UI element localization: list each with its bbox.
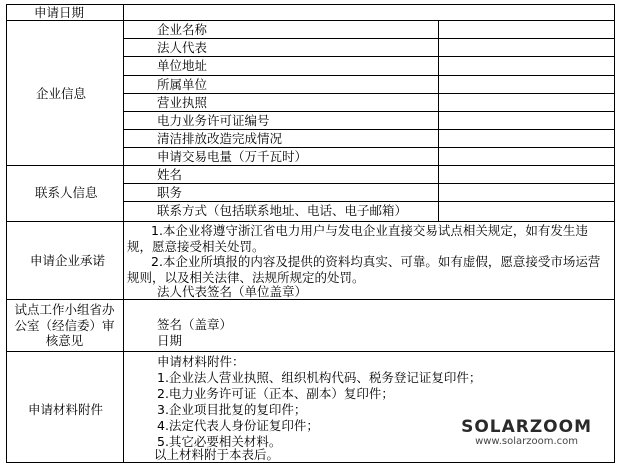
row-divider — [123, 75, 615, 76]
contact-field-title: 职务 — [157, 185, 183, 200]
commitment-section-label: 申请企业承诺 — [30, 253, 106, 268]
enterprise-field-trade-volume: 申请交易电量（万千瓦时） — [157, 149, 308, 164]
enterprise-field-legal-rep: 法人代表 — [157, 40, 208, 55]
attachment-item: 4.法定代表人身份证复印件； — [157, 418, 319, 433]
commitment-clause-2: 2.本企业所填报的内容及提供的资料均真实、可靠。如有虚假，愿意接受市场运营规则，以及相关法律、法规所规定的处罚。 — [127, 254, 601, 285]
review-sign: 签名（盖章） — [157, 317, 233, 332]
row-divider — [123, 201, 615, 202]
row-divider — [123, 38, 615, 39]
section-divider — [6, 299, 615, 300]
solarzoom-watermark — [461, 417, 592, 447]
contact-field-details: 联系方式（包括联系地址、电话、电子邮箱） — [157, 203, 408, 218]
enterprise-field-address: 单位地址 — [157, 58, 208, 73]
review-date: 日期 — [157, 333, 183, 348]
table-border-top — [6, 4, 615, 5]
enterprise-field-clean-emission: 清洁排放改造完成情况 — [157, 131, 283, 146]
contact-section-label: 联系人信息 — [35, 185, 98, 200]
row-divider — [123, 93, 615, 94]
contact-field-name: 姓名 — [157, 167, 183, 182]
commitment-clause-1: 1.本企业将遵守浙江省电力用户与发电企业直接交易试点相关规定，如有发生违规，愿意接受相关处罚。 — [127, 223, 588, 254]
table-border-bottom — [6, 462, 615, 463]
attachments-heading: 申请材料附件： — [157, 354, 245, 369]
enterprise-field-name: 企业名称 — [157, 22, 208, 37]
row-divider — [123, 56, 615, 57]
section-divider — [6, 351, 615, 352]
commitment-signature: 法人代表签名（单位盖章） — [157, 284, 308, 299]
section-divider — [6, 20, 615, 21]
enterprise-field-license: 营业执照 — [157, 95, 208, 110]
attachment-item: 2.电力业务许可证（正本、副本）复印件； — [157, 386, 394, 401]
column-divider-value — [438, 20, 439, 221]
row-divider — [123, 183, 615, 184]
application-form — [6, 4, 615, 463]
attachments-footer-note: 以上材料附于本表后。 — [154, 447, 280, 462]
section-divider — [6, 221, 615, 222]
enterprise-field-affiliation: 所属单位 — [157, 77, 208, 92]
row-divider — [123, 129, 615, 130]
table-border-right — [614, 4, 615, 463]
watermark-url: www.solarzoom.com — [475, 436, 578, 447]
attachments-section-label: 申请材料附件 — [28, 402, 104, 417]
attachment-item: 1.企业法人营业执照、组织机构代码、税务登记证复印件； — [157, 370, 482, 385]
row-divider — [123, 111, 615, 112]
review-section-label: 试点工作小组省办公室（经信委）审核意见 — [14, 302, 115, 348]
section-divider — [6, 165, 615, 166]
apply-date-label: 申请日期 — [34, 5, 85, 20]
row-divider — [123, 147, 615, 148]
attachment-item: 3.企业项目批复的复印件； — [157, 402, 307, 417]
column-divider-label — [123, 4, 124, 463]
watermark-logo: SOLARZOOM — [461, 417, 592, 437]
attachment-item: 5.其它必要相关材料。 — [157, 434, 282, 449]
enterprise-section-label: 企业信息 — [36, 86, 87, 101]
table-border-left — [6, 4, 7, 463]
enterprise-field-permit-no: 电力业务许可证编号 — [157, 113, 270, 128]
